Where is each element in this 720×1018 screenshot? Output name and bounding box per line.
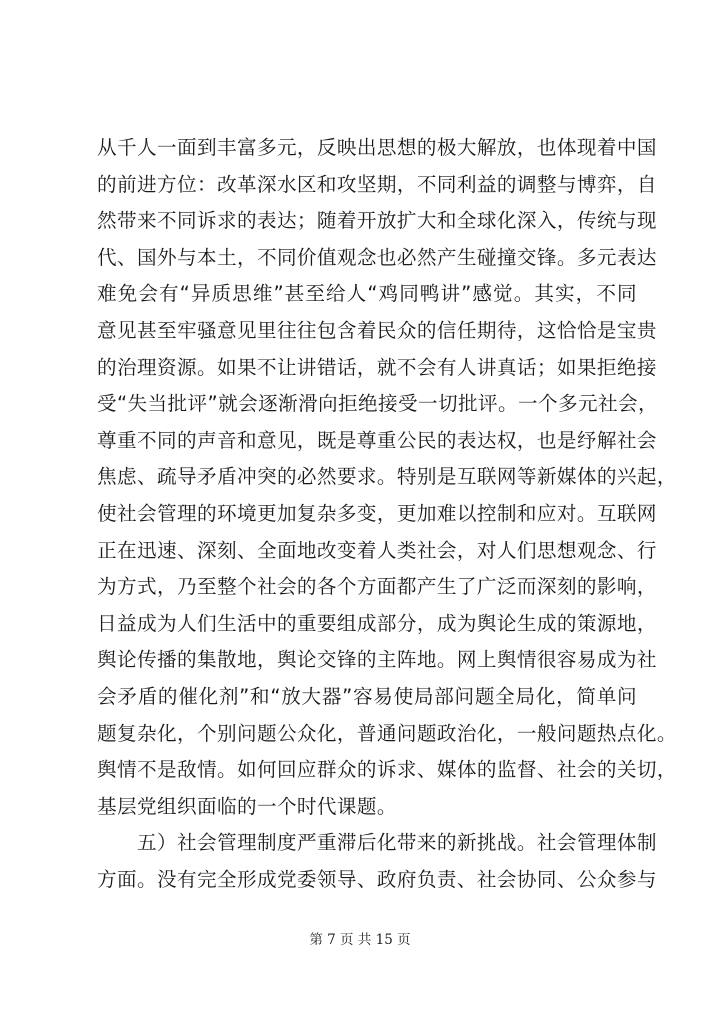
text-line: 代、国外与本土，不同价值观念也必然产生碰撞交锋。多元表达	[97, 245, 657, 269]
text-line: 舆情不是敌情。如何回应群众的诉求、媒体的监督、社会的关切，	[97, 758, 677, 782]
text-line: 舆论传播的集散地，舆论交锋的主阵地。网上舆情很容易成为社	[97, 648, 657, 672]
text-line: 五）社会管理制度严重滞后化带来的新挑战。社会管理体制	[137, 831, 657, 855]
text-line: 受“失当批评”就会逐渐滑向拒绝接受一切批评。一个多元社会，	[97, 392, 658, 416]
text-line: 难免会有“异质思维”甚至给人“鸡同鸭讲”感觉。其实，不同	[97, 282, 637, 306]
text-line: 为方式，乃至整个社会的各个方面都产生了广泛而深刻的影响，	[97, 575, 657, 599]
page-number-footer: 第 7 页 共 15 页	[309, 932, 411, 948]
text-line: 正在迅速、深刻、全面地改变着人类社会，对人们思想观念、行	[97, 538, 657, 562]
text-line: 使社会管理的环境更加复杂多变，更加难以控制和应对。互联网	[97, 501, 657, 525]
paragraph-2	[97, 825, 657, 898]
text-line: 然带来不同诉求的表达；随着开放扩大和全球化深入，传统与现	[97, 209, 657, 233]
text-line: 题复杂化，个别问题公众化，普通问题政治化，一般问题热点化。	[97, 721, 677, 745]
text-line: 焦虑、疏导矛盾冲突的必然要求。特别是互联网等新媒体的兴起，	[97, 465, 677, 489]
text-line: 会矛盾的催化剂”和“放大器”容易使局部问题全局化，简单问	[97, 684, 637, 708]
text-line: 的前进方位：改革深水区和攻坚期，不同利益的调整与博弈，自	[97, 172, 657, 196]
text-line: 基层党组织面临的一个时代课题。	[97, 794, 397, 818]
text-line: 尊重不同的声音和意见，既是尊重公民的表达权，也是纾解社会	[97, 428, 657, 452]
text-line: 从千人一面到丰富多元，反映出思想的极大解放，也体现着中国	[97, 136, 657, 159]
text-line: 的治理资源。如果不让讲错话，就不会有人讲真话；如果拒绝接	[97, 355, 657, 379]
text-line: 意见甚至牢骚意见里往往包含着民众的信任期待，这恰恰是宝贵	[97, 318, 657, 342]
paragraph-1	[97, 130, 677, 825]
text-line: 方面。没有完全形成党委领导、政府负责、社会协同、公众参与	[97, 867, 657, 891]
text-line: 日益成为人们生活中的重要组成部分，成为舆论生成的策源地，	[97, 611, 657, 635]
body-text	[97, 130, 677, 898]
